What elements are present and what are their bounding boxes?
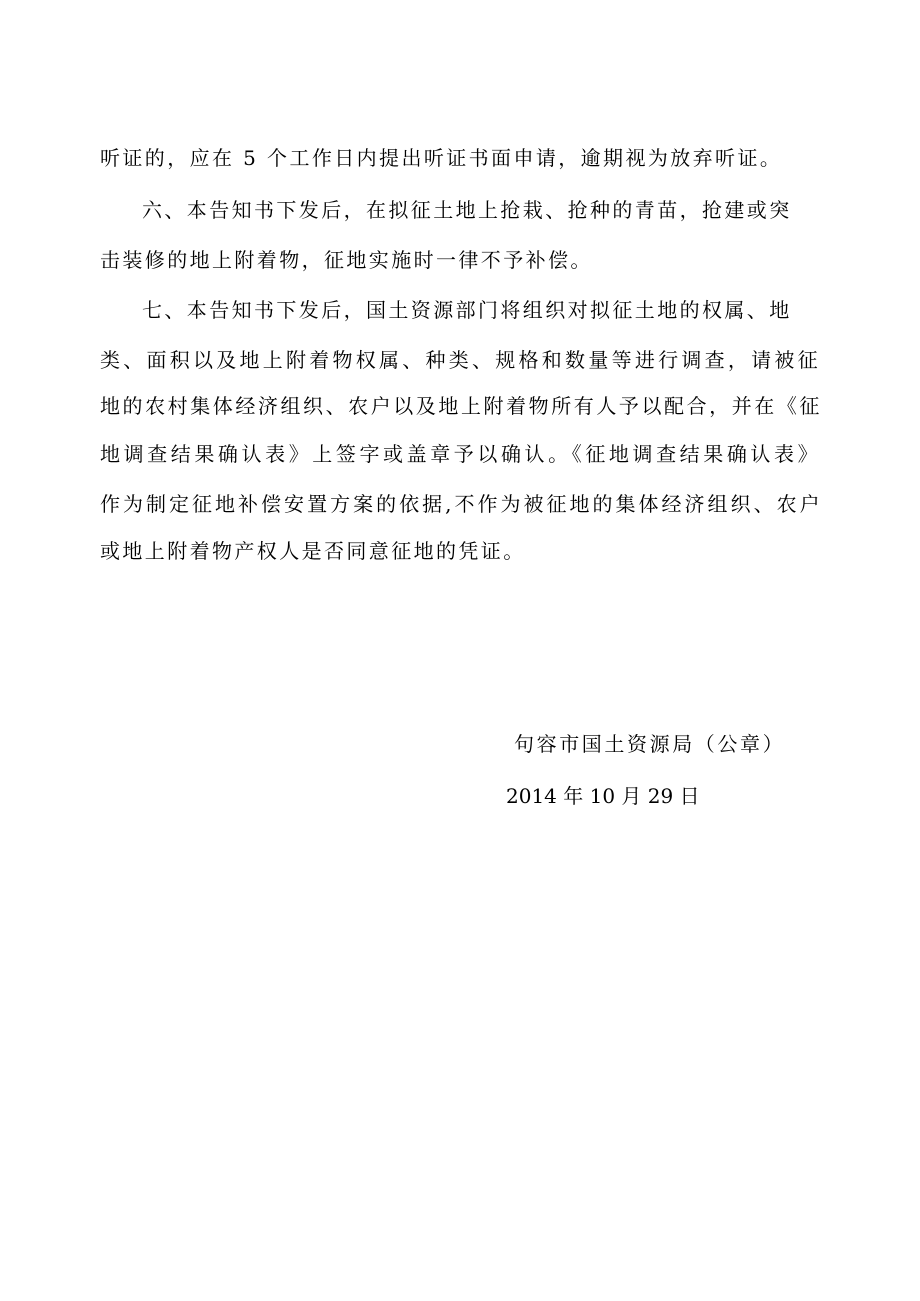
- paragraph-7-line-5: 作为制定征地补偿安置方案的依据,不作为被征地的集体经济组织、农户: [100, 492, 820, 516]
- issue-date: 2014 年 10 月 29 日: [506, 784, 700, 808]
- paragraph-7-line-3: 地的农村集体经济组织、农户以及地上附着物所有人予以配合，并在《征: [100, 394, 820, 418]
- paragraph-7-line-6: 或地上附着物产权人是否同意征地的凭证。: [100, 539, 526, 563]
- paragraph-6-line-1: 六、本告知书下发后，在拟征土地上抢栽、抢种的青苗，抢建或突: [142, 198, 792, 222]
- paragraph-7-line-4: 地调查结果确认表》上签字或盖章予以确认。《征地调查结果确认表》: [100, 442, 820, 466]
- paragraph-7-line-1: 七、本告知书下发后，国土资源部门将组织对拟征土地的权属、地: [142, 298, 792, 322]
- paragraph-continuation-line-1: 听证的，应在 5 个工作日内提出听证书面申请，逾期视为放弃听证。: [100, 146, 783, 170]
- paragraph-6-line-2: 击装修的地上附着物，征地实施时一律不予补偿。: [100, 248, 593, 272]
- issuer-seal-text: 句容市国土资源局（公章）: [514, 732, 786, 756]
- paragraph-7-line-2: 类、面积以及地上附着物权属、种类、规格和数量等进行调查，请被征: [100, 348, 820, 372]
